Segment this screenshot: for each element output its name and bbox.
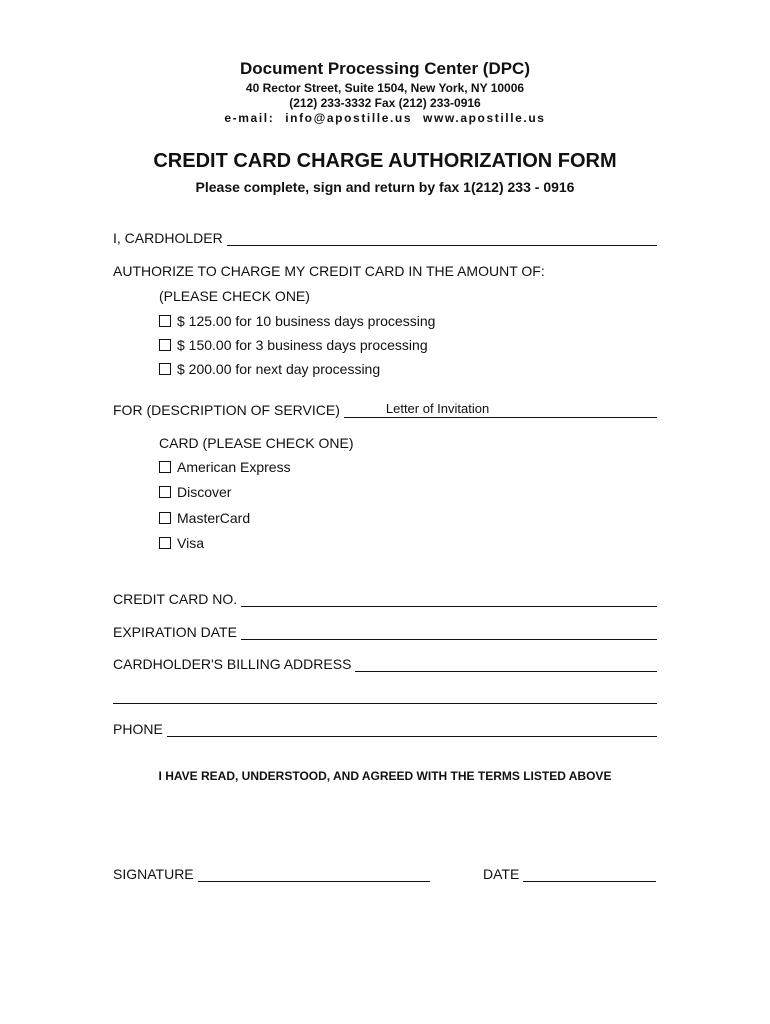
phone-label: PHONE [113,721,163,737]
checkbox-icon[interactable] [159,512,171,524]
billing-address-field-2[interactable] [113,689,657,704]
amount-option-label: $ 200.00 for next day processing [177,361,381,377]
form-title: CREDIT CARD CHARGE AUTHORIZATION FORM [153,150,617,172]
card-option-label: American Express [177,459,291,475]
billing-address-row-2 [113,689,657,704]
card-option[interactable] [159,484,231,500]
service-value: Letter of Invitation [385,401,490,416]
phone-field[interactable] [167,722,657,737]
checkbox-icon[interactable] [159,339,171,351]
billing-address-label: CARDHOLDER'S BILLING ADDRESS [113,656,352,672]
service-field[interactable] [344,403,657,418]
cardholder-label: I, CARDHOLDER [113,230,223,246]
card-option[interactable] [159,459,291,475]
signature-label: SIGNATURE [113,866,194,882]
signature-row [113,866,430,882]
date-label: DATE [483,866,520,882]
authorize-text: AUTHORIZE TO CHARGE MY CREDIT CARD IN THE AMOUNT OF: [113,263,545,279]
expiration-field[interactable] [241,625,657,640]
amount-option-label: $ 125.00 for 10 business days processing [177,313,436,329]
billing-address-field[interactable] [355,657,657,672]
card-option-label: Visa [177,535,204,551]
amount-option-label: $ 150.00 for 3 business days processing [177,337,428,353]
date-row [483,866,656,882]
checkbox-icon[interactable] [159,486,171,498]
card-option-label: MasterCard [177,510,251,526]
phone-row [113,721,657,737]
expiration-row [113,624,657,640]
org-address: 40 Rector Street, Suite 1504, New York, NY 10006 [245,81,525,95]
checkbox-icon[interactable] [159,537,171,549]
service-label: FOR (DESCRIPTION OF SERVICE) [113,402,340,418]
org-name: Document Processing Center (DPC) [240,59,530,78]
checkbox-icon[interactable] [159,461,171,473]
amount-option[interactable] [159,361,380,377]
terms-agreement: I HAVE READ, UNDERSTOOD, AND AGREED WITH THE TERMS LISTED ABOVE [158,769,612,783]
signature-field[interactable] [198,867,430,882]
card-number-field[interactable] [241,592,657,607]
checkbox-icon[interactable] [159,363,171,375]
card-number-row [113,591,657,607]
cardholder-row [113,230,657,246]
service-row [113,402,657,418]
amount-option[interactable] [159,337,428,353]
billing-address-row [113,656,657,672]
checkbox-icon[interactable] [159,315,171,327]
expiration-label: EXPIRATION DATE [113,624,237,640]
date-field[interactable] [523,867,656,882]
form-instruction: Please complete, sign and return by fax 1(212) 233 - 0916 [195,179,575,195]
amount-check-one-label: (PLEASE CHECK ONE) [159,288,310,304]
org-email-web: e-mail: info@apostille.us www.apostille.us [224,111,546,125]
org-phone-fax: (212) 233-3332 Fax (212) 233-0916 [289,96,481,110]
card-number-label: CREDIT CARD NO. [113,591,238,607]
card-check-one-label: CARD (PLEASE CHECK ONE) [159,435,354,451]
amount-option[interactable] [159,313,435,329]
cardholder-field[interactable] [227,231,657,246]
card-option[interactable] [159,535,204,551]
card-option-label: Discover [177,484,232,500]
card-option[interactable] [159,510,250,526]
